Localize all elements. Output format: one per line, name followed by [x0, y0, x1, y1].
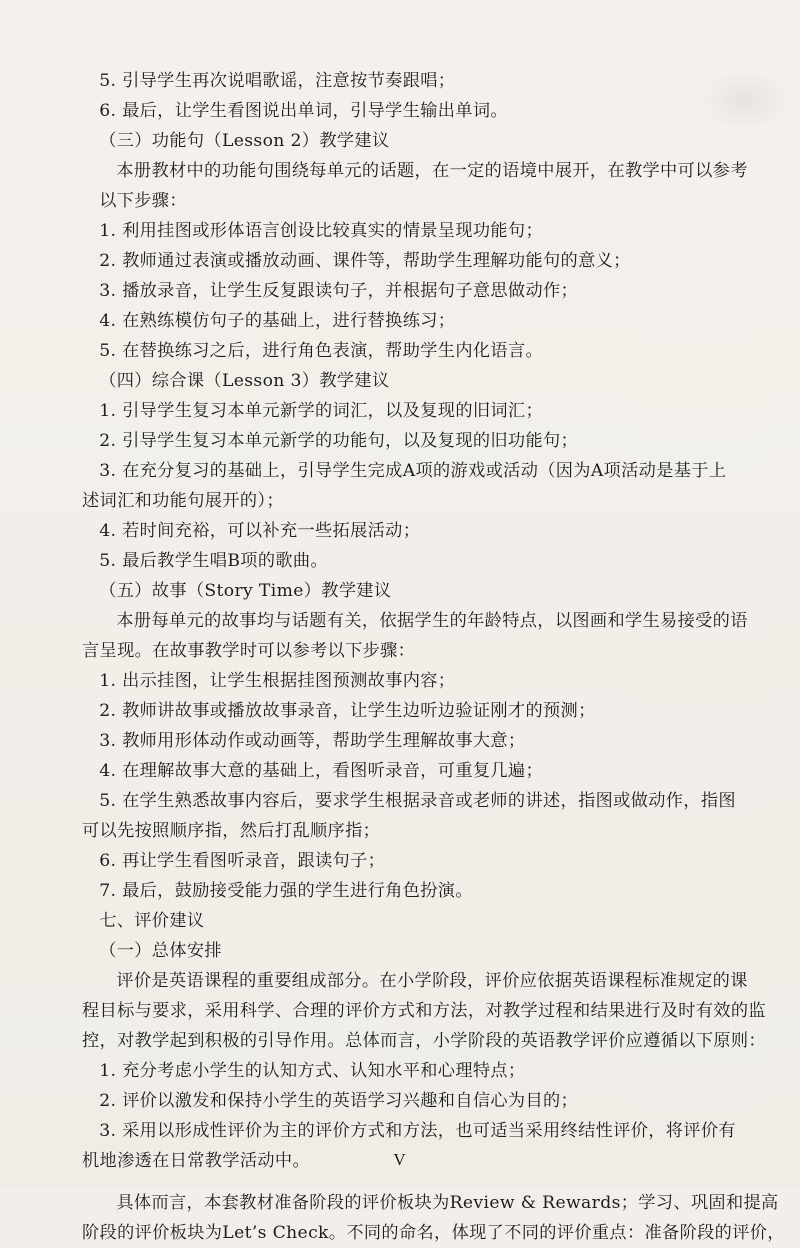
text-line: 控，对教学起到积极的引导作用。总体而言，小学阶段的英语教学评价应遵循以下原则：: [82, 1031, 766, 1051]
paragraph-gap: [82, 1176, 752, 1188]
text-line: 5. 引导学生再次说唱歌谣，注意按节奏跟唱；: [99, 71, 456, 91]
text-line: 阶段的评价板块为Let’s Check。不同的命名，体现了不同的评价重点：准备阶段的评价，: [82, 1223, 785, 1243]
text-line: 本册每单元的故事均与话题有关，依据学生的年龄特点，以图画和学生易接受的语: [116, 611, 748, 631]
text-line: 述词汇和功能句展开的）；: [82, 491, 284, 511]
text-line: 1. 利用挂图或形体语言创设比较真实的情景呈现功能句；: [99, 221, 544, 241]
text-line: 以下步骤：: [99, 191, 187, 211]
text-line: 言呈现。在故事教学时可以参考以下步骤：: [82, 641, 416, 661]
text-line: 1. 出示挂图，让学生根据挂图预测故事内容；: [99, 671, 456, 691]
section-heading: （四）综合课（Lesson 3）教学建议: [99, 371, 390, 391]
text-line: 3. 教师用形体动作或动画等，帮助学生理解故事大意；: [99, 731, 526, 751]
text-line: 5. 在替换练习之后，进行角色表演，帮助学生内化语言。: [99, 341, 544, 361]
text-line: 3. 在充分复习的基础上，引导学生完成A项的游戏或活动（因为A项活动是基于上: [99, 461, 727, 481]
text-line: 5. 在学生熟悉故事内容后，要求学生根据录音或老师的讲述，指图或做动作，指图: [99, 791, 736, 811]
section-heading: （三）功能句（Lesson 2）教学建议: [99, 131, 390, 151]
text-line: 7. 最后，鼓励接受能力强的学生进行角色扮演。: [99, 881, 473, 901]
text-line: 机地渗透在日常教学活动中。: [82, 1151, 310, 1171]
text-line: 本册教材中的功能句围绕每单元的话题，在一定的语境中展开，在教学中可以参考: [116, 161, 748, 181]
section-heading: 七、评价建议: [99, 911, 205, 931]
text-line: 2. 教师通过表演或播放动画、课件等，帮助学生理解功能句的意义；: [99, 251, 631, 271]
text-line: 评价是英语课程的重要组成部分。在小学阶段，评价应依据英语课程标准规定的课: [116, 971, 748, 991]
page-body: [82, 66, 785, 1248]
text-line: 2. 评价以激发和保持小学生的英语学习兴趣和自信心为目的；: [99, 1091, 579, 1111]
text-line: 3. 采用以形成性评价为主的评价方式和方法，也可适当采用终结性评价，将评价有: [99, 1121, 736, 1141]
text-line: 4. 在熟练模仿句子的基础上，进行替换练习；: [99, 311, 456, 331]
page-number: V: [393, 1150, 407, 1169]
text-line: 1. 引导学生复习本单元新学的词汇，以及复现的旧词汇；: [99, 401, 544, 421]
text-line: 程目标与要求，采用科学、合理的评价方式和方法，对教学过程和结果进行及时有效的监: [82, 1001, 766, 1021]
text-line: 2. 教师讲故事或播放故事录音，让学生边听边验证刚才的预测；: [99, 701, 596, 721]
text-line: 具体而言，本套教材准备阶段的评价板块为Review & Rewards；学习、巩固和提高: [116, 1193, 779, 1213]
text-line: 4. 在理解故事大意的基础上，看图听录音，可重复几遍；: [99, 761, 544, 781]
text-line: 4. 若时间充裕，可以补充一些拓展活动；: [99, 521, 421, 541]
section-heading: （一）总体安排: [99, 941, 222, 961]
text-line: 3. 播放录音，让学生反复跟读句子，并根据句子意思做动作；: [99, 281, 579, 301]
section-heading: （五）故事（Story Time）教学建议: [99, 581, 392, 601]
text-line: 6. 再让学生看图听录音，跟读句子；: [99, 851, 386, 871]
text-line: 1. 充分考虑小学生的认知方式、认知水平和心理特点；: [99, 1061, 526, 1081]
text-line: 2. 引导学生复习本单元新学的功能句，以及复现的旧功能句；: [99, 431, 579, 451]
text-line: 可以先按照顺序指，然后打乱顺序指；: [82, 821, 381, 841]
text-line: 5. 最后教学生唱B项的歌曲。: [99, 551, 328, 571]
text-line: 6. 最后，让学生看图说出单词，引导学生输出单词。: [99, 101, 508, 121]
